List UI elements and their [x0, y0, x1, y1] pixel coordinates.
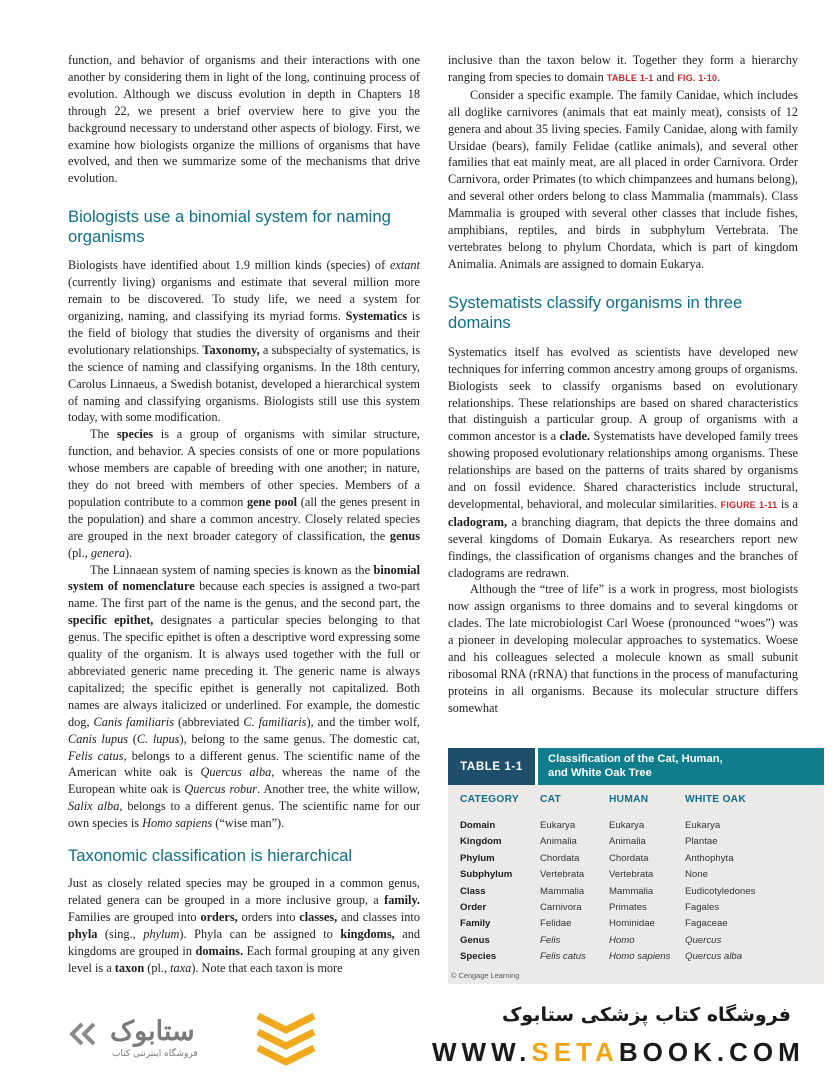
store-url-link[interactable]: WWW.SETABOOK.COM	[432, 1037, 805, 1067]
table-label: TABLE 1-1	[448, 748, 535, 785]
table-credit: © Cengage Learning	[451, 971, 520, 980]
paragraph: Biologists have identified about 1.9 million kinds (species) of extant (currently living) organisms and estimate that several million more remain to be discovered. To study life, we need a system for organizing, naming, and classifying its myriad forms. Systematics is the field of biology that studies the diversity of organisms and their evolutionary relationships. Taxonomy, a subspecialty of systematics, is the science of naming and classifying organisms. In the 18th century, Carolus Linnaeus, a Swedish botanist, developed a hierarchical system of naming and classifying organisms. Biologists still use this system today, with some modification.	[68, 258, 420, 425]
key-term: orders,	[200, 909, 238, 924]
table-row: Phylum Chordata Chordata Anthophyta	[460, 852, 734, 864]
table-row: Species Felis catus Homo sapiens Quercus alba	[460, 951, 743, 963]
logo-subtitle: فروشگاه اینترنتی کتاب	[112, 1049, 198, 1059]
key-term: taxon	[114, 960, 145, 975]
key-term: classes,	[299, 909, 338, 924]
column-header-white-oak: WHITE OAK	[685, 794, 746, 805]
paragraph: Although the “tree of life” is a work in progress, most biologists now assign organisms to three domains and to several kingdoms or clades. The late microbiologist Carl Woese (pronounced “woes”) was a pioneer in developing molecular approaches to systematics. Woese and his colleagues selected a molecule known as small subunit ribosomal RNA (rRNA) that functions in the process of manufacturing proteins in all organisms. Because its molecular structure differs somewhat	[448, 582, 798, 715]
section-heading: Systematists classify organisms in three domains	[448, 292, 743, 332]
key-term: binomial system of nomenclature	[68, 562, 420, 594]
paragraph: Consider a specific example. The family Canidae, which includes all doglike carnivores (animals that eat mainly meat), consists of 12 genera and about 35 living species. Family Canidae, along with family Ursidae (bears), family Felidae (catlike animals), and several other families that eat mainly meat, are all placed in order Carnivora. Order Carnivora, order Primates (to which chimpanzees and humans belong), and several other orders belong to class Mammalia (mammals). Class Mammalia is grouped with several other classes that include fishes, amphibians, reptiles, and birds in subphylum Vertebrata. The vertebrates belong to phylum Chordata, which is part of kingdom Animalia. Animals are assigned to domain Eukarya.	[448, 87, 798, 271]
paragraph: The species is a group of organisms with similar structure, function, and behavior. A species consists of one or more populations whose members are capable of breeding with one another; in nature, they do not breed with members of other species. Members of a population contribute to a common gene pool (all the genes present in the population) and share a common ancestry. Closely related species are grouped in the next broader category of classification, the genus (pl., genera).	[68, 427, 420, 560]
table-title: Classification of the Cat, Human, and White Oak Tree	[538, 748, 824, 785]
key-term: Systematics	[345, 308, 408, 323]
table-row: Family Felidae Hominidae Fagaceae	[460, 918, 728, 930]
paragraph: The Linnaean system of naming species is known as the binomial system of nomenclature because each species is assigned a two-part name. The first part of the name is the genus, and the second part, the specific epithet, designates a particular species belonging to that genus. The specific epithet is often a descriptive word expressing some quality of the organism. It is always used together with the full or abbreviated generic name preceding it. The generic name is always capitalized; the specific epithet is generally not capitalized. Both names are always italicized or underlined. For example, the domestic dog, Canis familiaris (abbreviated C. familiaris), and the timber wolf, Canis lupus (C. lupus), belong to the same genus. The domestic cat, Felis catus, belongs to a different genus. The scientific name of the American white oak is Quercus alba, whereas the name of the European white oak is Quercus robur. Another tree, the white willow, Salix alba, belongs to a different genus. The scientific name for our own species is Homo sapiens (“wise man”).	[68, 562, 421, 831]
key-term: Taxonomy,	[202, 342, 260, 357]
store-name: فروشگاه کتاب پزشکی ستابوک	[501, 1004, 791, 1026]
key-term: family.	[384, 892, 420, 907]
right-column	[448, 52, 798, 717]
paragraph: function, and behavior of organisms and their interactions with one another by considering them in light of the long, continuing process of evolution. Although we discuss evolution in depth in Chapters 18 through 22, we present a brief overview here to give you the background necessary to understand other aspects of biology. First, we examine how biologists organize the millions of organisms that have evolved, and then we summarize some of the mechanisms that drive evolution.	[68, 53, 420, 186]
table-reference-link[interactable]: TABLE 1-1	[606, 72, 654, 83]
store-logo[interactable]	[68, 1016, 244, 1064]
table-row: Genus Felis Homo Quercus	[460, 934, 722, 946]
section-heading: Biologists use a binomial system for naming organisms	[68, 207, 391, 247]
logo-wordmark: ستابوک	[110, 1016, 195, 1046]
column-header-cat: CAT	[540, 794, 562, 805]
table-row: Subphylum Vertebrata Vertebrata None	[460, 869, 708, 881]
paragraph: Just as closely related species may be grouped in a common genus, related genera can be grouped in a more inclusive group, a family. Families are grouped into orders, orders into classes, and classes into phyla (sing., phylum). Phyla can be assigned to kingdoms, and kingdoms are grouped in domains. Each formal grouping at any given level is a taxon (pl., taxa). Note that each taxon is more	[68, 876, 420, 975]
figure-reference-link[interactable]: FIGURE 1-11	[720, 499, 778, 510]
books-shelf-icon	[254, 1008, 318, 1066]
key-term: phyla	[68, 926, 98, 941]
key-term: domains.	[195, 943, 244, 958]
store-banner	[0, 994, 839, 1080]
section-heading: Taxonomic classification is hierarchical	[68, 846, 353, 866]
column-header-category: CATEGORY	[460, 794, 519, 805]
key-term: specific epithet,	[68, 613, 154, 628]
table-row: Order Carnivora Primates Fagales	[460, 901, 720, 913]
chevrons-icon	[68, 1022, 106, 1046]
classification-table	[448, 748, 824, 984]
key-term: genus	[389, 528, 420, 543]
table-row: Class Mammalia Mammalia Eudicotyledones	[460, 885, 756, 897]
key-term: clade.	[559, 429, 591, 444]
table-header-bar	[448, 748, 824, 785]
figure-reference-link[interactable]: FIG. 1-10	[677, 72, 718, 83]
column-header-human: HUMAN	[609, 794, 649, 805]
key-term: gene pool	[246, 494, 298, 509]
paragraph: Systematics itself has evolved as scientists have developed new techniques for inferring common ancestry among groups of organisms. Biologists seek to classify organisms based on evolutionary relationships. These relationships are based on shared characteristics that distinguish a particular group. A group of organisms with a common ancestor is a clade. Systematists have developed family trees showing proposed evolutionary relationships among organisms. These relationships are based on the patterns of traits shared by organisms and on fossil evidence. Shared characteristics include structural, developmental, behavioral, and molecular similarities. FIGURE 1-11 is a cladogram, a branching diagram, that depicts the three domains and several kingdoms of Domain Eukarya. As researchers report new findings, the classification of organisms changes and the branches of cladograms are redrawn.	[448, 344, 798, 580]
table-row: Domain Eukarya Eukarya Eukarya	[460, 820, 721, 831]
paragraph: inclusive than the taxon below it. Together they form a hierarchy ranging from species to domain TABLE 1-1 and FIG. 1-10.	[448, 53, 798, 84]
key-term: cladogram,	[448, 514, 508, 529]
key-term: species	[116, 427, 154, 442]
table-row: Kingdom Animalia Animalia Plantae	[460, 836, 718, 848]
table-body	[448, 819, 824, 967]
key-term: kingdoms,	[340, 926, 395, 941]
left-column	[68, 52, 420, 977]
